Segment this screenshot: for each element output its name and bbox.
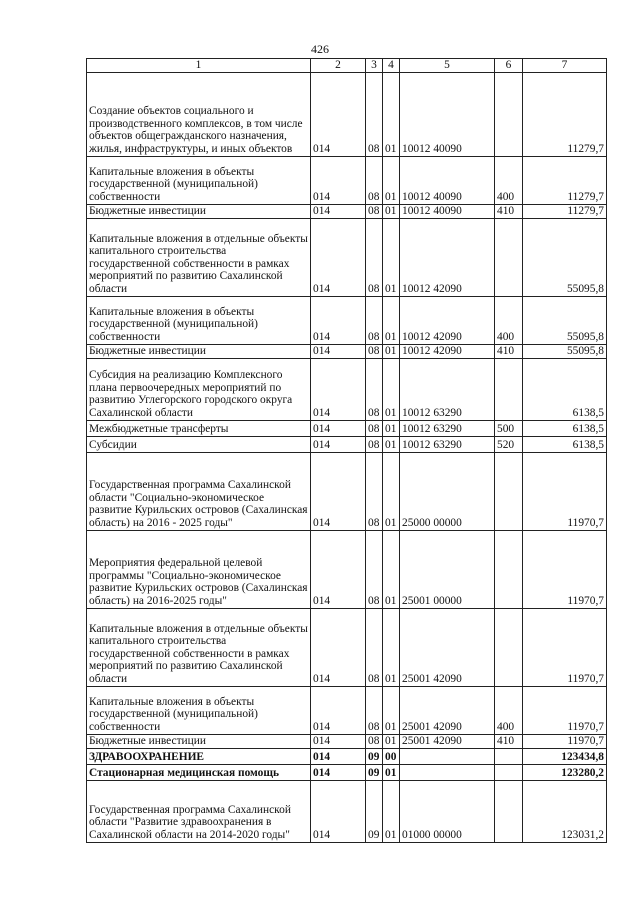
row-name: Бюджетные инвестиции [87,204,311,218]
row-ministry-code: 014 [311,452,366,530]
row-ministry-code: 014 [311,608,366,686]
row-section-code: 09 [366,780,383,842]
row-expense-type [495,218,523,296]
table-row [87,156,607,204]
row-target-article: 10012 63290 [400,436,495,452]
row-target-article: 10012 63290 [400,420,495,436]
row-subsection-code: 01 [383,780,400,842]
row-section-code: 08 [366,686,383,734]
row-ministry-code: 014 [311,420,366,436]
row-amount: 55095,8 [523,344,607,358]
row-ministry-code: 014 [311,218,366,296]
row-ministry-code: 014 [311,436,366,452]
table-header [87,59,607,73]
table-row [87,608,607,686]
row-subsection-code: 01 [383,72,400,156]
row-target-article: 25000 00000 [400,452,495,530]
row-amount: 123280,2 [523,764,607,780]
row-amount: 11970,7 [523,608,607,686]
row-section-code: 08 [366,420,383,436]
row-target-article: 25001 42090 [400,608,495,686]
row-subsection-code: 01 [383,420,400,436]
row-name: ЗДРАВООХРАНЕНИЕ [87,748,311,764]
row-target-article: 10012 40090 [400,72,495,156]
table-row [87,204,607,218]
row-section-code: 08 [366,218,383,296]
row-subsection-code: 01 [383,218,400,296]
row-name: Капитальные вложения в объекты государственной (муниципальной) собственности [87,686,311,734]
row-subsection-code: 01 [383,358,400,420]
header-col-4: 4 [383,59,400,73]
row-subsection-code: 01 [383,296,400,344]
row-expense-type [495,764,523,780]
row-section-code: 08 [366,734,383,748]
row-expense-type [495,452,523,530]
row-ministry-code: 014 [311,780,366,842]
row-amount: 55095,8 [523,218,607,296]
table-row [87,72,607,156]
table-row [87,296,607,344]
row-target-article [400,748,495,764]
table-row [87,764,607,780]
row-name: Государственная программа Сахалинской области "Социально-экономическое развитие Курильских островов (Сахалинская область) на 2016 - 2025 годы" [87,452,311,530]
row-expense-type [495,780,523,842]
row-expense-type [495,72,523,156]
row-amount: 11970,7 [523,530,607,608]
table-row [87,748,607,764]
row-target-article: 25001 42090 [400,734,495,748]
table-row [87,358,607,420]
row-section-code: 08 [366,204,383,218]
row-amount: 11970,7 [523,734,607,748]
row-section-code: 08 [366,344,383,358]
row-ministry-code: 014 [311,358,366,420]
row-ministry-code: 014 [311,344,366,358]
row-name: Бюджетные инвестиции [87,344,311,358]
header-col-7: 7 [523,59,607,73]
row-expense-type [495,530,523,608]
row-target-article: 10012 42090 [400,344,495,358]
row-ministry-code: 014 [311,734,366,748]
row-ministry-code: 014 [311,296,366,344]
row-name: Создание объектов социального и производственного комплексов, в том числе объектов общегражданского назначения, жилья, инфраструктуры, и иных объектов [87,72,311,156]
table-row [87,530,607,608]
row-expense-type: 400 [495,296,523,344]
header-col-1: 1 [87,59,311,73]
row-section-code: 08 [366,436,383,452]
row-subsection-code: 01 [383,686,400,734]
table-row [87,686,607,734]
row-name: Бюджетные инвестиции [87,734,311,748]
row-name: Субсидии [87,436,311,452]
row-name: Капитальные вложения в отдельные объекты капитального строительства государственной собственности в рамках мероприятий по развитию Сахалинской области [87,608,311,686]
row-amount: 11970,7 [523,686,607,734]
row-amount: 11279,7 [523,72,607,156]
table-row [87,420,607,436]
row-target-article: 10012 40090 [400,156,495,204]
budget-table [86,58,607,843]
row-target-article [400,764,495,780]
table-row [87,452,607,530]
row-expense-type [495,748,523,764]
row-subsection-code: 01 [383,734,400,748]
row-name: Государственная программа Сахалинской области "Развитие здравоохранения в Сахалинской области на 2014-2020 годы" [87,780,311,842]
row-expense-type: 400 [495,156,523,204]
row-subsection-code: 01 [383,156,400,204]
row-subsection-code: 01 [383,344,400,358]
row-expense-type: 410 [495,734,523,748]
row-section-code: 08 [366,72,383,156]
row-target-article: 10012 42090 [400,296,495,344]
row-section-code: 09 [366,764,383,780]
header-col-5: 5 [400,59,495,73]
row-amount: 11279,7 [523,204,607,218]
row-amount: 6138,5 [523,420,607,436]
row-name: Капитальные вложения в объекты государственной (муниципальной) собственности [87,296,311,344]
row-amount: 11279,7 [523,156,607,204]
row-expense-type [495,608,523,686]
row-subsection-code: 01 [383,530,400,608]
row-target-article: 10012 42090 [400,218,495,296]
table-row [87,436,607,452]
row-ministry-code: 014 [311,764,366,780]
row-section-code: 08 [366,156,383,204]
table-row [87,780,607,842]
table-row [87,218,607,296]
row-subsection-code: 01 [383,608,400,686]
row-ministry-code: 014 [311,156,366,204]
row-target-article: 10012 63290 [400,358,495,420]
row-ministry-code: 014 [311,204,366,218]
row-amount: 11970,7 [523,452,607,530]
row-name: Стационарная медицинская помощь [87,764,311,780]
row-section-code: 08 [366,296,383,344]
page-number: 426 [311,42,329,56]
row-ministry-code: 014 [311,748,366,764]
row-amount: 6138,5 [523,358,607,420]
table-row [87,344,607,358]
table-body [87,72,607,842]
row-amount: 123434,8 [523,748,607,764]
row-section-code: 08 [366,530,383,608]
row-name: Капитальные вложения в объекты государственной (муниципальной) собственности [87,156,311,204]
row-ministry-code: 014 [311,530,366,608]
row-name: Мероприятия федеральной целевой программы "Социально-экономическое развитие Курильских островов (Сахалинская область) на 2016-2025 годы" [87,530,311,608]
row-target-article: 10012 40090 [400,204,495,218]
row-target-article: 01000 00000 [400,780,495,842]
row-expense-type [495,358,523,420]
row-subsection-code: 00 [383,748,400,764]
row-expense-type: 410 [495,204,523,218]
row-ministry-code: 014 [311,72,366,156]
header-col-6: 6 [495,59,523,73]
row-section-code: 08 [366,452,383,530]
row-ministry-code: 014 [311,686,366,734]
row-expense-type: 400 [495,686,523,734]
row-section-code: 08 [366,358,383,420]
row-target-article: 25001 00000 [400,530,495,608]
row-subsection-code: 01 [383,764,400,780]
row-name: Капитальные вложения в отдельные объекты капитального строительства государственной собственности в рамках мероприятий по развитию Сахалинской области [87,218,311,296]
row-name: Субсидия на реализацию Комплексного плана первоочередных мероприятий по развитию Углегорского городского округа Сахалинской области [87,358,311,420]
header-col-3: 3 [366,59,383,73]
row-amount: 6138,5 [523,436,607,452]
row-amount: 55095,8 [523,296,607,344]
row-name: Межбюджетные трансферты [87,420,311,436]
row-expense-type: 520 [495,436,523,452]
row-subsection-code: 01 [383,204,400,218]
row-subsection-code: 01 [383,452,400,530]
row-section-code: 08 [366,608,383,686]
header-col-2: 2 [311,59,366,73]
row-subsection-code: 01 [383,436,400,452]
row-amount: 123031,2 [523,780,607,842]
row-section-code: 09 [366,748,383,764]
row-expense-type: 500 [495,420,523,436]
row-expense-type: 410 [495,344,523,358]
row-target-article: 25001 42090 [400,686,495,734]
table-row [87,734,607,748]
